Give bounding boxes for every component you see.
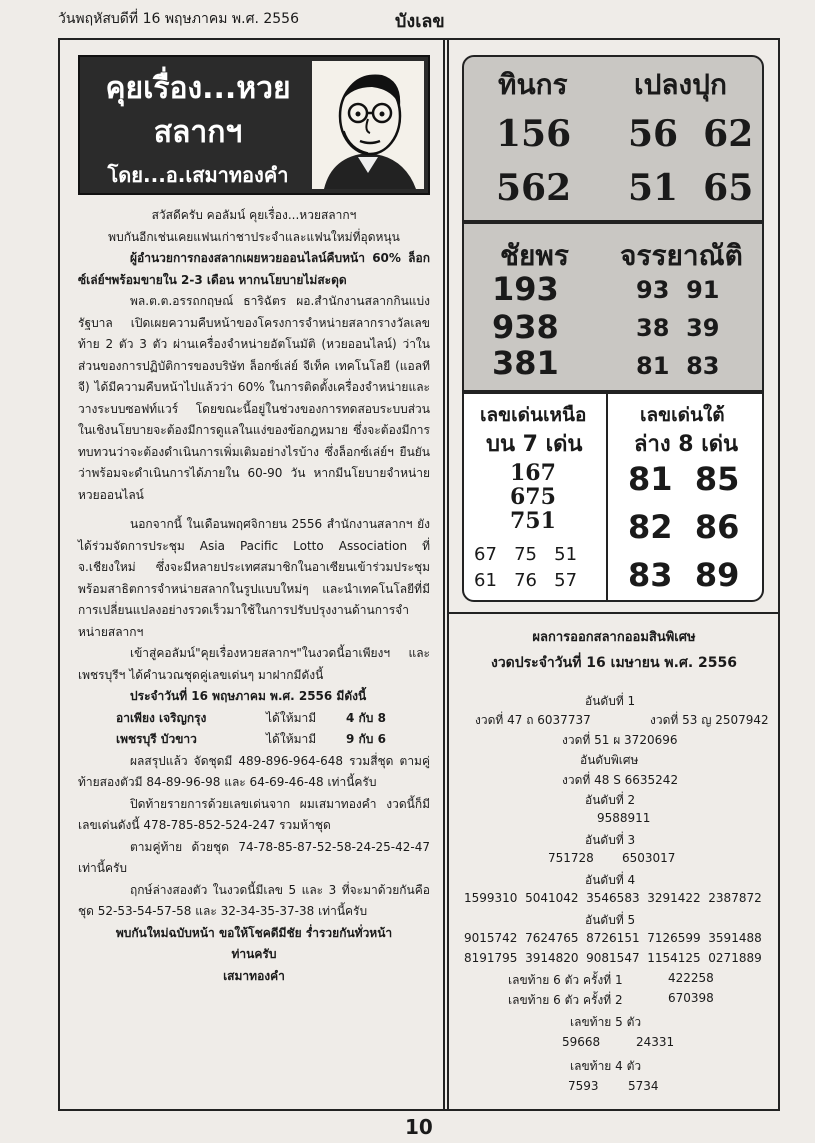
column-title-line1: คุยเรื่อง...หวย xyxy=(105,71,291,106)
tipster-name: ทินกร xyxy=(498,68,568,101)
tipster-name: จรรยาณัติ xyxy=(620,239,743,272)
result-line: 6503017 xyxy=(622,851,676,865)
result-line: 24331 xyxy=(636,1035,675,1049)
box-divider xyxy=(606,394,608,600)
result-line: 8191795 3914820 9081547 1154125 0271889 xyxy=(464,951,762,965)
result-line: งวดที่ 51 ผ 3720696 xyxy=(562,733,678,747)
date-line: ประจำวันที่ 16 พฤษภาคม พ.ศ. 2556 มีดังนี้ xyxy=(130,689,367,703)
north-number: 167 xyxy=(510,460,556,486)
column-byline: โดย...อ.เสมาทองคำ xyxy=(107,163,289,187)
north-number: 675 xyxy=(510,484,556,510)
result-line: 422258 xyxy=(668,971,714,985)
result-line: 751728 xyxy=(548,851,594,865)
result-line: 59668 xyxy=(562,1035,601,1049)
tip-number: 381 xyxy=(492,344,559,382)
result-line: อันดับพิเศษ xyxy=(580,753,639,767)
results-title: ผลการออกสลากออมสินพิเศษ xyxy=(532,630,696,645)
tip-box-1 xyxy=(462,55,764,222)
page-number: 10 xyxy=(405,1115,433,1139)
section-divider xyxy=(448,612,778,614)
paragraph-6: ตามคู่ท้าย ด้วยชุด 74-78-85-87-52-58-24-25-42-47 เท่านี้ครับ xyxy=(78,839,430,875)
north-subtitle: บน 7 เด่น xyxy=(486,432,583,457)
result-line: เลขท้าย 5 ตัว xyxy=(570,1015,642,1029)
column-divider xyxy=(443,38,449,1111)
south-number: 81 85 xyxy=(628,460,740,498)
result-line: 1599310 5041042 3546583 3291422 2387872 xyxy=(464,891,762,905)
tip-number: 938 xyxy=(492,308,559,346)
result-line: อันดับที่ 5 xyxy=(585,913,636,927)
paragraph-7: ฤกษ์ล่างสองตัว ในงวดนี้มีเลข 5 และ 3 ที่จะมาด้วยกันคือชุด 52-53-54-57-58 และ 32-34-35-37-38 เท่านี้ครับ xyxy=(78,882,430,918)
result-line: อันดับที่ 2 xyxy=(585,793,636,807)
tipster-name: เปลงปุก xyxy=(634,68,727,101)
tip-number: 193 xyxy=(492,270,559,308)
lead-paragraph: ผู้อำนวยการกองสลากเผยหวยออนไลน์คืบหน้า 60% ล็อกซ์เล่ย์ฯพร้อมขายใน 2-3 เดือน หากนโยบายไม่สะดุด xyxy=(78,251,430,287)
result-line: อันดับที่ 4 xyxy=(585,873,636,887)
signature: เสมาทองคำ xyxy=(223,968,285,983)
pick-text: ได้ให้มามี xyxy=(266,710,317,725)
tip-number: 562 xyxy=(496,167,572,209)
closing-line1: พบกันใหม่ฉบับหน้า ขอให้โชคดีมีชัย ร่ำรวยกันทั่วหน้า xyxy=(115,925,393,940)
tip-number: 156 xyxy=(496,113,572,155)
north-pairs: 67 75 51 xyxy=(474,544,578,565)
result-line: เลขท้าย 4 ตัว xyxy=(570,1059,642,1073)
result-line: 9588911 xyxy=(597,811,651,825)
result-line: 7593 xyxy=(568,1079,599,1093)
north-pairs: 61 76 57 xyxy=(474,570,578,591)
south-number: 83 89 xyxy=(628,556,740,594)
paragraph-1: พล.ต.ต.อรรถกฤษณ์ ธาริฉัตร ผอ.สำนักงานสลากกินแบ่งรัฐบาล เปิดเผยความคืบหน้าของโครงการจำหน่ายสลากรางวัลเลขท้าย 2 ตัว 3 ตัว ผ่านเครื่องจำหน่ายอัตโนมัติ (หวยออนไลน์) ว่าในส่วนของการปฏิบัติการของบริษัท ล็อกซ์เล่ย์ จีเท็ค เทคโนโลยี (แอลทีจี) ได้มีความคืบหน้าไปแล้วว่า 60% ในการติดตั้งเครื่องจำหน่ายและวางระบบซอฟท์แวร์ โดยขณะนี้อยู่ในช่วงของการทดสอบระบบส่วนในเชิงนโยบายจะต้องมีการดูแลในแง่ของข้อกฎหมาย ซึ่งจะต้องมีการทบทวนว่าจะต้องดำเนินการเพิ่มเติมอย่างไรบ้าง ซึ่งล็อกซ์เล่ย์ฯ ยืนยันว่าพร้อมจะดำเนินการได้ภายใน 60-90 วัน หากมีนโยบายจำหน่ายหวยออนไลน์ xyxy=(78,294,430,502)
newspaper-name: บังเลข xyxy=(395,11,445,32)
result-line: งวดที่ 47 ถ 6037737 xyxy=(475,713,591,727)
pick-row xyxy=(78,729,430,751)
result-line: งวดที่ 53 ญ 2507942 xyxy=(650,713,769,727)
column-text xyxy=(78,205,430,987)
result-line: เลขท้าย 6 ตัว ครั้งที่ 1 xyxy=(508,973,623,987)
north-number: 751 xyxy=(510,508,556,534)
pick-row xyxy=(78,708,430,730)
paragraph-2: นอกจากนี้ ในเดือนพฤศจิกายน 2556 สำนักงานสลากฯ ยังได้ร่วมจัดการประชุม Asia Pacific Lotto Association ที่ จ.เชียงใหม่ ซึ่งจะมีหลายประเทศสมาชิกในอาเซียนเข้าร่วมประชุม พร้อมสาธิตการจำหน่ายสลากในรูปแบบใหม่ๆ และนำเทคโนโลยีที่มีการเปลี่ยนแปลงอย่างรวดเร็วมาใช้ในการปรับปรุงงานด้านการจำหน่ายสลากฯ xyxy=(78,517,430,639)
results-section xyxy=(450,620,778,1100)
pick-name: เพชรบุรี บัวขาว xyxy=(116,732,197,746)
result-line: 9015742 7624765 8726151 7126599 3591488 xyxy=(464,931,762,945)
result-line: อันดับที่ 1 xyxy=(585,694,636,708)
results-subtitle: งวดประจำวันที่ 16 เมษายน พ.ศ. 2556 xyxy=(490,655,737,671)
page-header-date: วันพฤหัสบดีที่ 16 พฤษภาคม พ.ศ. 2556 xyxy=(58,11,299,27)
tipster-name: ชัยพร xyxy=(500,239,569,272)
paragraph-5: ปิดท้ายรายการด้วยเลขเด่นจาก ผมเสมาทองคำ งวดนี้ก็มีเลขเด่นดังนี้ 478-785-852-524-247 รวมห้าชุด xyxy=(78,796,430,832)
tip-number: 51 65 xyxy=(628,167,754,209)
paragraph-3: เข้าสู่คอลัมน์"คุยเรื่องหวยสลากฯ"ในงวดนี้อาเพียงฯ และเพชรบุรีฯ ได้คำนวณชุดคู่เลขเด่นๆ มาฝากมีดังนี้ xyxy=(78,646,430,682)
north-title: เลขเด่นเหนือ xyxy=(480,404,587,426)
south-number: 82 86 xyxy=(628,508,740,546)
paragraph-4: ผลสรุปแล้ว จัดชุดมี 489-896-964-648 รวมสี่ชุด ตามคู่ท้ายสองตัวมี 84-89-96-98 และ 64-69-46-48 เท่านี้ครับ xyxy=(78,753,430,789)
pick-text: ได้ให้มามี xyxy=(266,732,317,746)
tip-number: 93 91 xyxy=(636,276,720,304)
greeting-line1: สวัสดีครับ คอลัมน์ คุยเรื่อง...หวยสลากฯ xyxy=(151,208,357,222)
author-portrait xyxy=(312,61,424,189)
result-line: อันดับที่ 3 xyxy=(585,833,636,847)
south-subtitle: ล่าง 8 เด่น xyxy=(634,432,739,457)
pick-name: อาเพียง เจริญกรุง xyxy=(116,710,207,725)
tip-number: 81 83 xyxy=(636,352,720,380)
closing-line2: ท่านครับ xyxy=(231,947,277,961)
tip-number: 56 62 xyxy=(628,113,754,155)
result-line: 5734 xyxy=(628,1079,659,1093)
tip-box-3 xyxy=(462,392,764,602)
tip-number: 38 39 xyxy=(636,314,720,342)
pick-value: 9 กับ 6 xyxy=(346,732,386,746)
result-line: เลขท้าย 6 ตัว ครั้งที่ 2 xyxy=(508,993,623,1007)
result-line: 670398 xyxy=(668,991,714,1005)
result-line: งวดที่ 48 S 6635242 xyxy=(562,773,679,787)
tip-box-2 xyxy=(462,222,764,392)
column-banner xyxy=(78,55,430,195)
column-title-line2: สลากฯ xyxy=(153,115,243,150)
greeting-line2: พบกันอีกเช่นเคยแฟนเก่าชาประจำและแฟนใหม่ที่อุดหนุน xyxy=(108,229,400,244)
pick-value: 4 กับ 8 xyxy=(346,710,386,725)
south-title: เลขเด่นใต้ xyxy=(640,404,725,426)
